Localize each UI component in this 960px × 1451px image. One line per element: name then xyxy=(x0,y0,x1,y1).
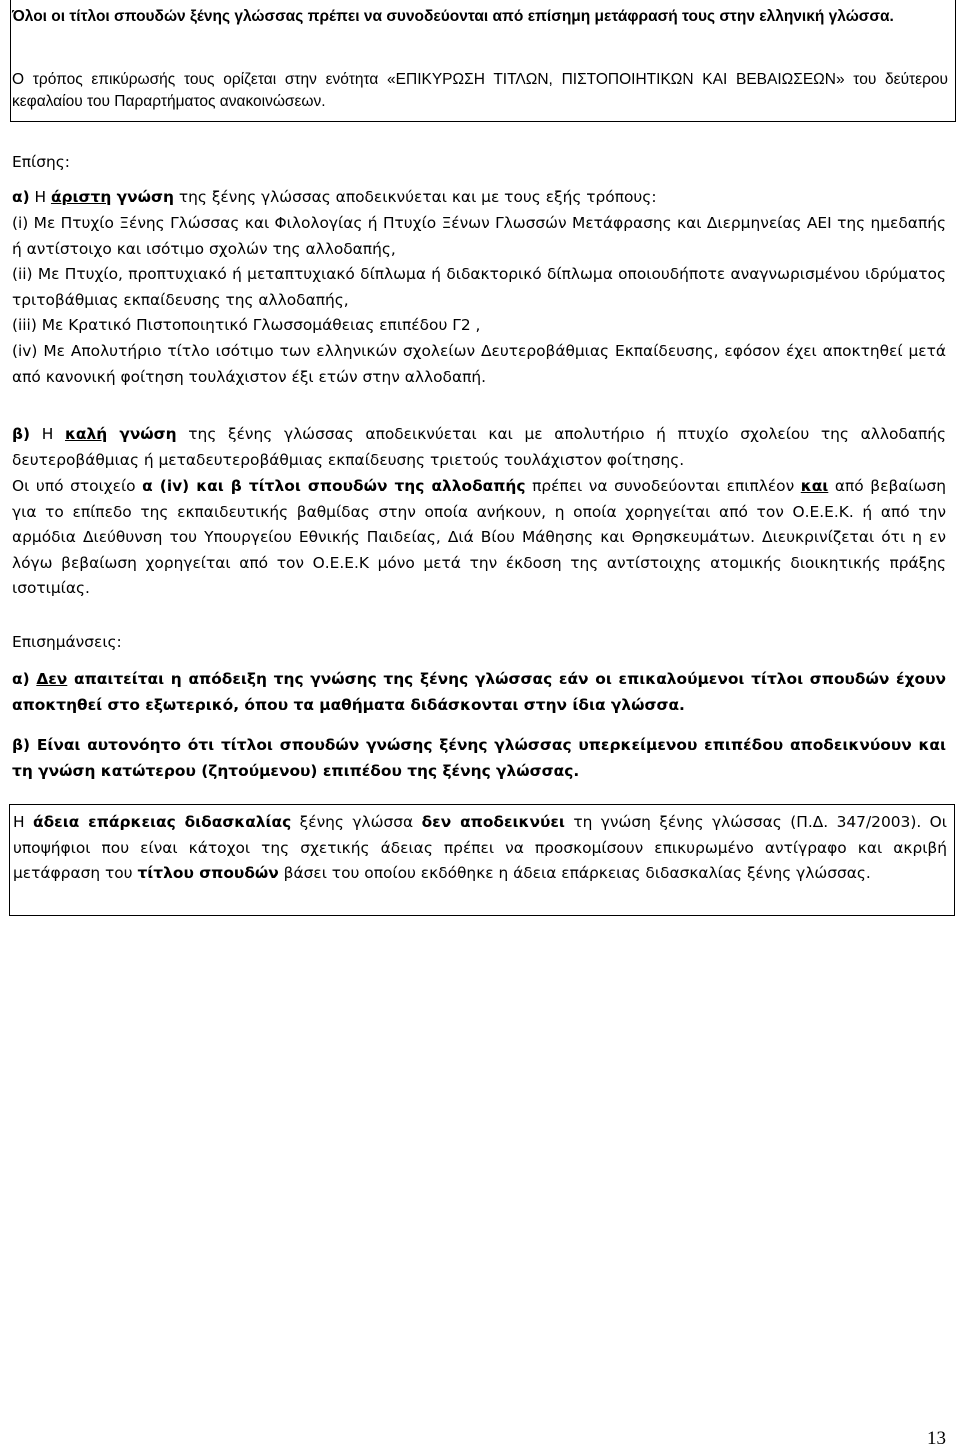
b-section-paragraph2 xyxy=(12,474,946,602)
item-a-text2: της ξένης γλώσσας αποδεικνύεται και με τους εξής τρόπους: xyxy=(173,188,657,206)
episis-item-iv: (iv) Με Απολυτήριο τίτλο ισότιμο των ελληνικών σχολείων Δευτεροβάθμιας Εκπαίδευσης, εφόσον έχει αποκτηθεί μετά από κανονική φοίτηση τουλάχιστον έξι ετών στην αλλοδαπή. xyxy=(12,342,946,386)
bottom-t1: Η xyxy=(13,813,33,831)
b-p2-underbold: και xyxy=(800,477,829,495)
bottom-b3: τίτλου σπουδών xyxy=(137,864,279,882)
b-text2: της ξένης γλώσσας αποδεικνύεται και με απολυτήριο ή πτυχίο σχολείου της αλλοδαπής δευτεροβάθμιας ή μεταδευτεροβάθμιας εκπαίδευσης τριετούς τουλάχιστον φοίτησης. xyxy=(12,425,947,469)
notes-a-text: απαιτείται η απόδειξη της γνώσης της ξένης γλώσσας εάν οι επικαλούμενοι τίτλοι σπουδών έχουν αποκτηθεί στο εξωτερικό, όπου τα μαθήματα διδάσκονται στην ίδια γλώσσα. xyxy=(12,670,946,714)
b-section-paragraph1 xyxy=(12,422,946,473)
item-a-prefix: α) xyxy=(12,188,30,206)
item-a-underlined: άριστη xyxy=(50,188,112,206)
b-p2-text2: πρέπει να συνοδεύονται επιπλέον xyxy=(525,477,801,495)
b-p2-bold: α (iv) και β τίτλοι σπουδών της αλλοδαπής xyxy=(142,477,526,495)
bottom-t4: βάσει του οποίου εκδόθηκε η άδεια επάρκειας διδασκαλίας ξένης γλώσσας. xyxy=(278,864,871,882)
item-a-bold: γνώση xyxy=(111,188,174,206)
episis-item-iii: (iii) Με Κρατικό Πιστοποιητικό Γλωσσομάθειας επιπέδου Γ2 , xyxy=(12,316,481,334)
episis-heading: Επίσης: xyxy=(12,153,70,171)
top-notice-line1: Όλοι οι τίτλοι σπουδών ξένης γλώσσας πρέπει να συνοδεύονται από επίσημη μετάφρασή τους στην ελληνική γλώσσα. xyxy=(12,8,894,25)
bottom-t3: τη γνώση ξένης γλώσσας (Π.Δ. 347/2003). Οι υποψήφιοι που είναι κάτοχοι της σχετικής άδειας πρέπει να προσκομίσουν επικυρωμένο αντίγραφο και ακριβή μετάφραση του xyxy=(13,813,947,882)
b-underlined: καλή xyxy=(64,425,108,443)
notes-item-a xyxy=(12,667,946,718)
bottom-b1: άδεια επάρκειας διδασκαλίας xyxy=(33,813,292,831)
episis-item-a xyxy=(12,185,946,211)
item-a-text1: Η xyxy=(29,188,51,206)
b-prefix: β) xyxy=(12,425,31,443)
b-p2-text1: Οι υπό στοιχείο xyxy=(12,477,143,495)
bottom-b2: δεν αποδεικνύει xyxy=(421,813,565,831)
page-number: 13 xyxy=(927,1428,946,1449)
b-bold: γνώση xyxy=(107,425,177,443)
episis-item-ii: (ii) Με Πτυχίο, προπτυχιακό ή μεταπτυχιακό δίπλωμα ή διδακτορικό δίπλωμα οποιουδήποτε αναγνωρισμένου ιδρύματος τριτοβάθμιας εκπαίδευσης της αλλοδαπής, xyxy=(12,265,946,309)
episis-item-i: (i) Με Πτυχίο Ξένης Γλώσσας και Φιλολογίας ή Πτυχίο Ξένων Γλωσσών Μετάφρασης και Διερμηνείας ΑΕΙ της ημεδαπής ή αντίστοιχο και ισότιμο σχολών της αλλοδαπής, xyxy=(12,214,946,258)
b-p2-text3: από βεβαίωση για το επίπεδο της εκπαιδευτικής βαθμίδας στην οποία ανήκουν, η οποία χορηγείται από τον Ο.Ε.Ε.Κ. ή από την αρμόδια Διεύθυνση του Υπουργείου Εθνικής Παιδείας, Διά Βίου Μάθησης και Θρησκευμάτων. Διευκρινίζεται ότι η εν λόγω βεβαίωση χορηγείται από τον Ο.Ε.Ε.Κ μόνο μετά την έκδοση της αντίστοιχης ατομικής διοικητικής πράξης ισοτιμίας. xyxy=(12,477,947,597)
b-text1: Η xyxy=(30,425,65,443)
bottom-notice-text xyxy=(13,810,947,887)
notes-heading: Επισημάνσεις: xyxy=(12,633,122,651)
notes-a-underlined: Δεν xyxy=(36,670,68,688)
bottom-t2: ξένης γλώσσα xyxy=(291,813,422,831)
notes-item-b: β) Είναι αυτονόητο ότι τίτλοι σπουδών γνώσης ξένης γλώσσας υπερκείμενου επιπέδου αποδεικνύουν και τη γνώση κατώτερου (ζητούμενου) επιπέδου της ξένης γλώσσας. xyxy=(12,736,946,780)
top-notice-line2: Ο τρόπος επικύρωσής τους ορίζεται στην ενότητα «ΕΠΙΚΥΡΩΣΗ ΤΙΤΛΩΝ, ΠΙΣΤΟΠΟΙΗΤΙΚΩΝ ΚΑΙ ΒΕΒΑΙΩΣΕΩΝ» του δεύτερου κεφαλαίου του Παραρτήματος ανακοινώσεων. xyxy=(12,71,948,110)
notes-a-prefix: α) xyxy=(12,670,37,688)
